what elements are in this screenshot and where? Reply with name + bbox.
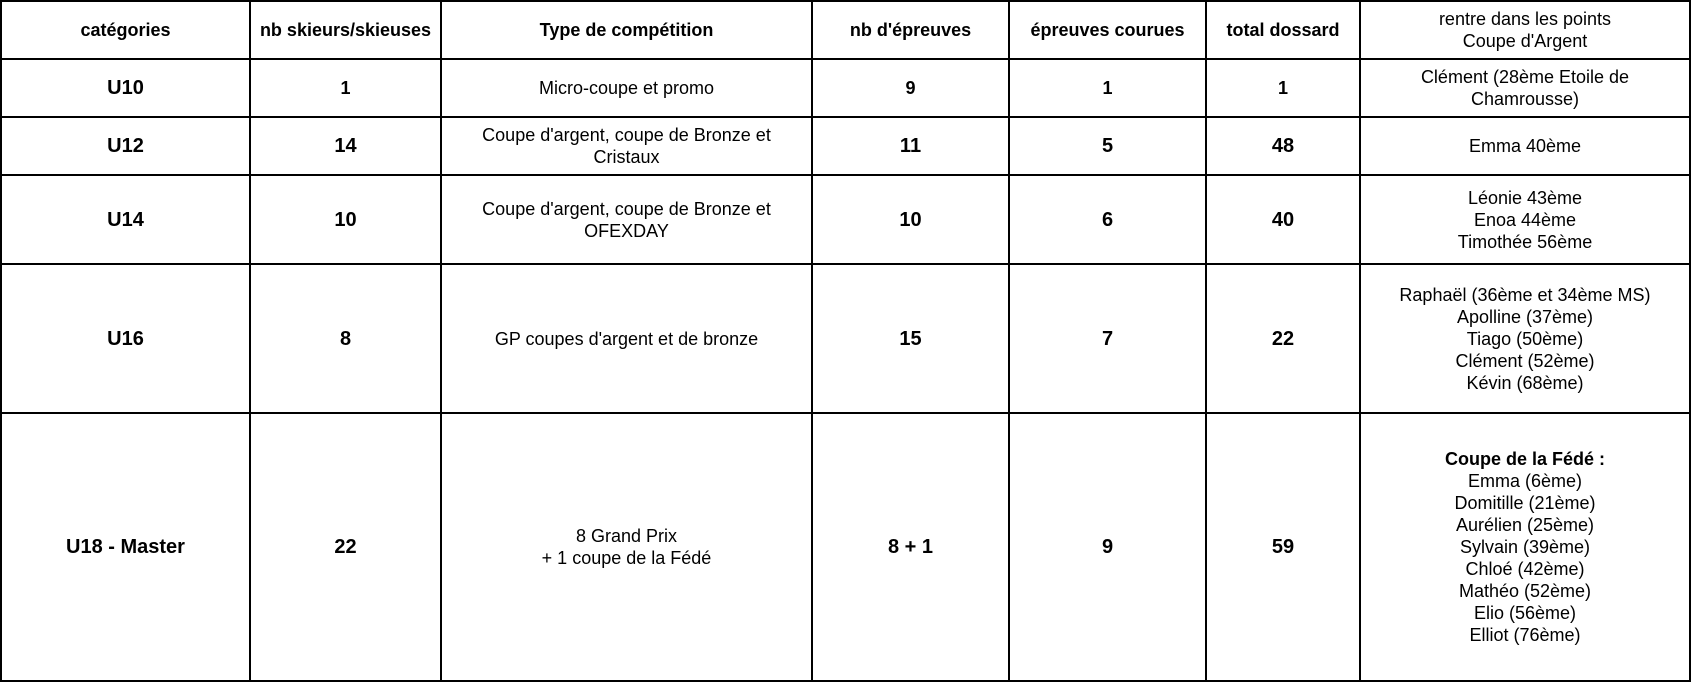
table-row <box>1 175 1690 264</box>
category-cell: U18 - Master <box>1 413 250 681</box>
points-line: Domitille (21ème) <box>1454 493 1596 513</box>
header-skiers: nb skieurs/skieuses <box>250 1 441 59</box>
header-categories: catégories <box>1 1 250 59</box>
points-cell <box>1360 413 1690 681</box>
header-events: nb d'épreuves <box>812 1 1009 59</box>
competition-cell: Coupe d'argent, coupe de Bronze et Cristaux <box>441 117 812 175</box>
competition-cell: Coupe d'argent, coupe de Bronze et OFEXDAY <box>441 175 812 264</box>
points-line: Emma 40ème <box>1468 136 1582 156</box>
category-cell: U16 <box>1 264 250 413</box>
points-line: Clément (28ème Etoile de <box>1420 67 1630 87</box>
table-row <box>1 413 1690 681</box>
skiers-cell: 1 <box>250 59 441 117</box>
points-line: Emma (6ème) <box>1467 471 1583 491</box>
points-line: Tiago (50ème) <box>1466 328 1584 349</box>
table-row <box>1 59 1690 117</box>
header-points: rentre dans les points Coupe d'Argent <box>1360 1 1690 59</box>
points-heading: Coupe de la Fédé : <box>1444 449 1606 469</box>
skiers-cell: 10 <box>250 175 441 264</box>
points-line: Clément (52ème) <box>1455 350 1595 371</box>
points-line: Elliot (76ème) <box>1469 625 1581 645</box>
category-cell: U14 <box>1 175 250 264</box>
table-row <box>1 264 1690 413</box>
events-cell: 10 <box>812 175 1009 264</box>
points-line: Enoa 44ème <box>1473 209 1577 230</box>
events-cell: 9 <box>812 59 1009 117</box>
bibs-cell: 1 <box>1206 59 1360 117</box>
events-cell: 15 <box>812 264 1009 413</box>
bibs-cell: 59 <box>1206 413 1360 681</box>
skiers-cell: 14 <box>250 117 441 175</box>
header-total-bibs: total dossard <box>1206 1 1360 59</box>
skiers-cell: 22 <box>250 413 441 681</box>
category-cell: U10 <box>1 59 250 117</box>
points-line: Sylvain (39ème) <box>1459 537 1591 557</box>
header-competition-type: Type de compétition <box>441 1 812 59</box>
points-line: Chamrousse) <box>1470 89 1580 109</box>
points-line: Aurélien (25ème) <box>1455 515 1595 535</box>
header-row <box>1 1 1690 59</box>
events-cell: 11 <box>812 117 1009 175</box>
events-run-cell: 5 <box>1009 117 1206 175</box>
points-line: Timothée 56ème <box>1457 231 1593 252</box>
competition-cell: Micro-coupe et promo <box>441 59 812 117</box>
points-cell <box>1360 59 1690 117</box>
points-line: Kévin (68ème) <box>1466 372 1584 393</box>
points-cell <box>1360 117 1690 175</box>
header-events-run: épreuves courues <box>1009 1 1206 59</box>
competition-cell: GP coupes d'argent et de bronze <box>441 264 812 413</box>
points-line: Elio (56ème) <box>1473 603 1577 623</box>
events-run-cell: 7 <box>1009 264 1206 413</box>
points-line: Raphaël (36ème et 34ème MS) <box>1399 284 1651 305</box>
skiers-cell: 8 <box>250 264 441 413</box>
points-line: Léonie 43ème <box>1467 187 1583 208</box>
points-line: Apolline (37ème) <box>1456 306 1594 327</box>
events-run-cell: 1 <box>1009 59 1206 117</box>
points-line: Chloé (42ème) <box>1465 559 1585 579</box>
bibs-cell: 40 <box>1206 175 1360 264</box>
category-cell: U12 <box>1 117 250 175</box>
table-row <box>1 117 1690 175</box>
points-line: Mathéo (52ème) <box>1458 581 1592 601</box>
points-cell <box>1360 175 1690 264</box>
events-run-cell: 9 <box>1009 413 1206 681</box>
bibs-cell: 22 <box>1206 264 1360 413</box>
bibs-cell: 48 <box>1206 117 1360 175</box>
points-cell <box>1360 264 1690 413</box>
events-cell: 8 + 1 <box>812 413 1009 681</box>
competition-cell: 8 Grand Prix + 1 coupe de la Fédé <box>441 413 812 681</box>
events-run-cell: 6 <box>1009 175 1206 264</box>
